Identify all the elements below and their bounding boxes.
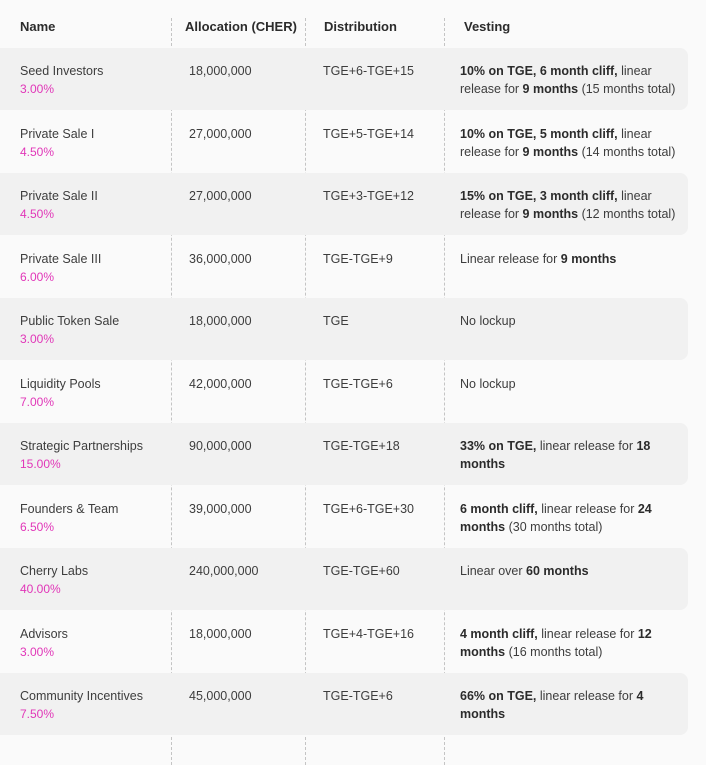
cell-vesting [460,187,686,223]
cell-name [20,62,170,98]
cell-allocation: 27,000,000 [189,126,252,141]
vesting-emphasis: 24 months [460,501,652,534]
row-percentage: 3.00% [20,82,55,96]
vesting-text: linear release for [536,689,637,703]
cell-allocation: 36,000,000 [189,251,252,266]
table-row [0,548,688,610]
vesting-emphasis: 12 months [460,626,652,659]
vesting-emphasis: 10% on TGE, 5 month cliff, [460,126,618,141]
cell-allocation: 18,000,000 [189,314,252,328]
cell-allocation: 18,000,000 [189,64,252,78]
row-name: Private Sale II [20,189,98,203]
row-percentage: 4.50% [20,144,55,159]
cell-allocation: 42,000,000 [189,376,252,391]
vesting-text: linear release for [460,126,652,159]
row-percentage: 15.00% [20,457,61,471]
vesting-emphasis: 9 months [522,82,579,96]
header-allocation: Allocation (CHER) [185,19,297,34]
cell-allocation: 27,000,000 [189,189,252,203]
vesting-text: (30 months total) [505,519,603,534]
cell-vesting [460,687,686,723]
row-percentage: 6.50% [20,519,55,534]
cell-allocation: 240,000,000 [189,564,259,578]
row-name: Advisors [20,626,68,641]
vesting-emphasis: 33% on TGE, [460,439,537,453]
row-percentage: 6.00% [20,269,55,284]
cell-distribution: TGE+5-TGE+14 [323,126,415,141]
vesting-text: (12 months total) [578,207,676,221]
vesting-emphasis: 6 month cliff, [460,501,538,516]
vesting-text: linear release for [460,189,652,221]
cell-name [20,125,170,161]
row-percentage: 3.00% [20,332,55,346]
cell-distribution: TGE+6-TGE+30 [323,501,415,516]
row-name: Community Incentives [20,689,143,703]
row-percentage: 3.00% [20,644,55,659]
cell-name [20,250,170,286]
cell-name [20,375,170,411]
row-percentage: 40.00% [20,582,61,596]
row-percentage: 7.50% [20,707,55,721]
vesting-text: No lockup [460,314,516,328]
cell-name [20,687,170,723]
vesting-text: (15 months total) [578,82,676,96]
cell-distribution: TGE-TGE+60 [323,564,400,578]
cell-vesting [460,312,686,330]
cell-allocation: 18,000,000 [189,626,252,641]
vesting-text: linear release for [460,64,652,96]
vesting-emphasis: 9 months [522,144,579,159]
vesting-text: No lockup [460,376,516,391]
cell-name [20,312,170,348]
cell-allocation: 45,000,000 [189,689,252,703]
row-name: Private Sale I [20,126,95,141]
vesting-text: (16 months total) [505,644,603,659]
cell-distribution: TGE-TGE+6 [323,376,393,391]
row-name: Private Sale III [20,251,102,266]
row-percentage: 4.50% [20,207,55,221]
header-distribution: Distribution [324,19,397,34]
vesting-emphasis: 18 months [460,439,651,471]
vesting-emphasis: 15% on TGE, 3 month cliff, [460,189,618,203]
vesting-text: (14 months total) [578,144,676,159]
row-name: Founders & Team [20,501,119,516]
cell-distribution: TGE+6-TGE+15 [323,64,415,78]
cell-vesting [460,125,686,161]
table-row [0,611,688,673]
cell-allocation: 90,000,000 [189,439,252,453]
row-name: Cherry Labs [20,564,89,578]
cell-vesting [460,500,686,536]
row-name: Liquidity Pools [20,376,101,391]
table-row [0,673,688,735]
row-name: Public Token Sale [20,314,120,328]
header-vesting: Vesting [464,19,511,34]
table-row [0,298,688,360]
cell-distribution: TGE+4-TGE+16 [323,626,415,641]
vesting-emphasis: 66% on TGE, [460,689,537,703]
vesting-text: Linear release for [460,251,561,266]
row-percentage: 7.00% [20,394,55,409]
vesting-text: Linear over [460,564,527,578]
vesting-text: linear release for [536,439,637,453]
cell-name [20,187,170,223]
cell-distribution: TGE-TGE+18 [323,439,400,453]
row-name: Seed Investors [20,64,104,78]
header-name: Name [20,19,56,34]
cell-name [20,500,170,536]
cell-distribution: TGE [323,314,349,328]
vesting-emphasis: 9 months [560,251,617,266]
cell-name [20,625,170,661]
vesting-emphasis: 4 months [460,689,644,721]
vesting-emphasis: 60 months [526,564,589,578]
row-name: Strategic Partnerships [20,439,143,453]
cell-distribution: TGE-TGE+6 [323,689,393,703]
table-row [0,48,688,110]
table-row [0,236,688,298]
table-header [0,0,706,50]
cell-vesting [460,625,686,661]
cell-vesting [460,375,686,393]
cell-name [20,562,170,598]
vesting-text: linear release for [537,626,638,641]
vesting-emphasis: 9 months [522,207,579,221]
table-row [0,486,688,548]
cell-distribution: TGE+3-TGE+12 [323,189,415,203]
cell-vesting [460,250,686,268]
cell-vesting [460,62,686,98]
table-row [0,173,688,235]
vesting-text: linear release for [537,501,638,516]
vesting-emphasis: 4 month cliff, [460,626,538,641]
table-row [0,111,688,173]
cell-vesting [460,562,686,580]
cell-vesting [460,437,686,473]
table-row [0,361,688,423]
cell-name [20,437,170,473]
cell-allocation: 39,000,000 [189,501,252,516]
cell-distribution: TGE-TGE+9 [323,251,393,266]
vesting-emphasis: 10% on TGE, 6 month cliff, [460,64,618,78]
table-row [0,423,688,485]
